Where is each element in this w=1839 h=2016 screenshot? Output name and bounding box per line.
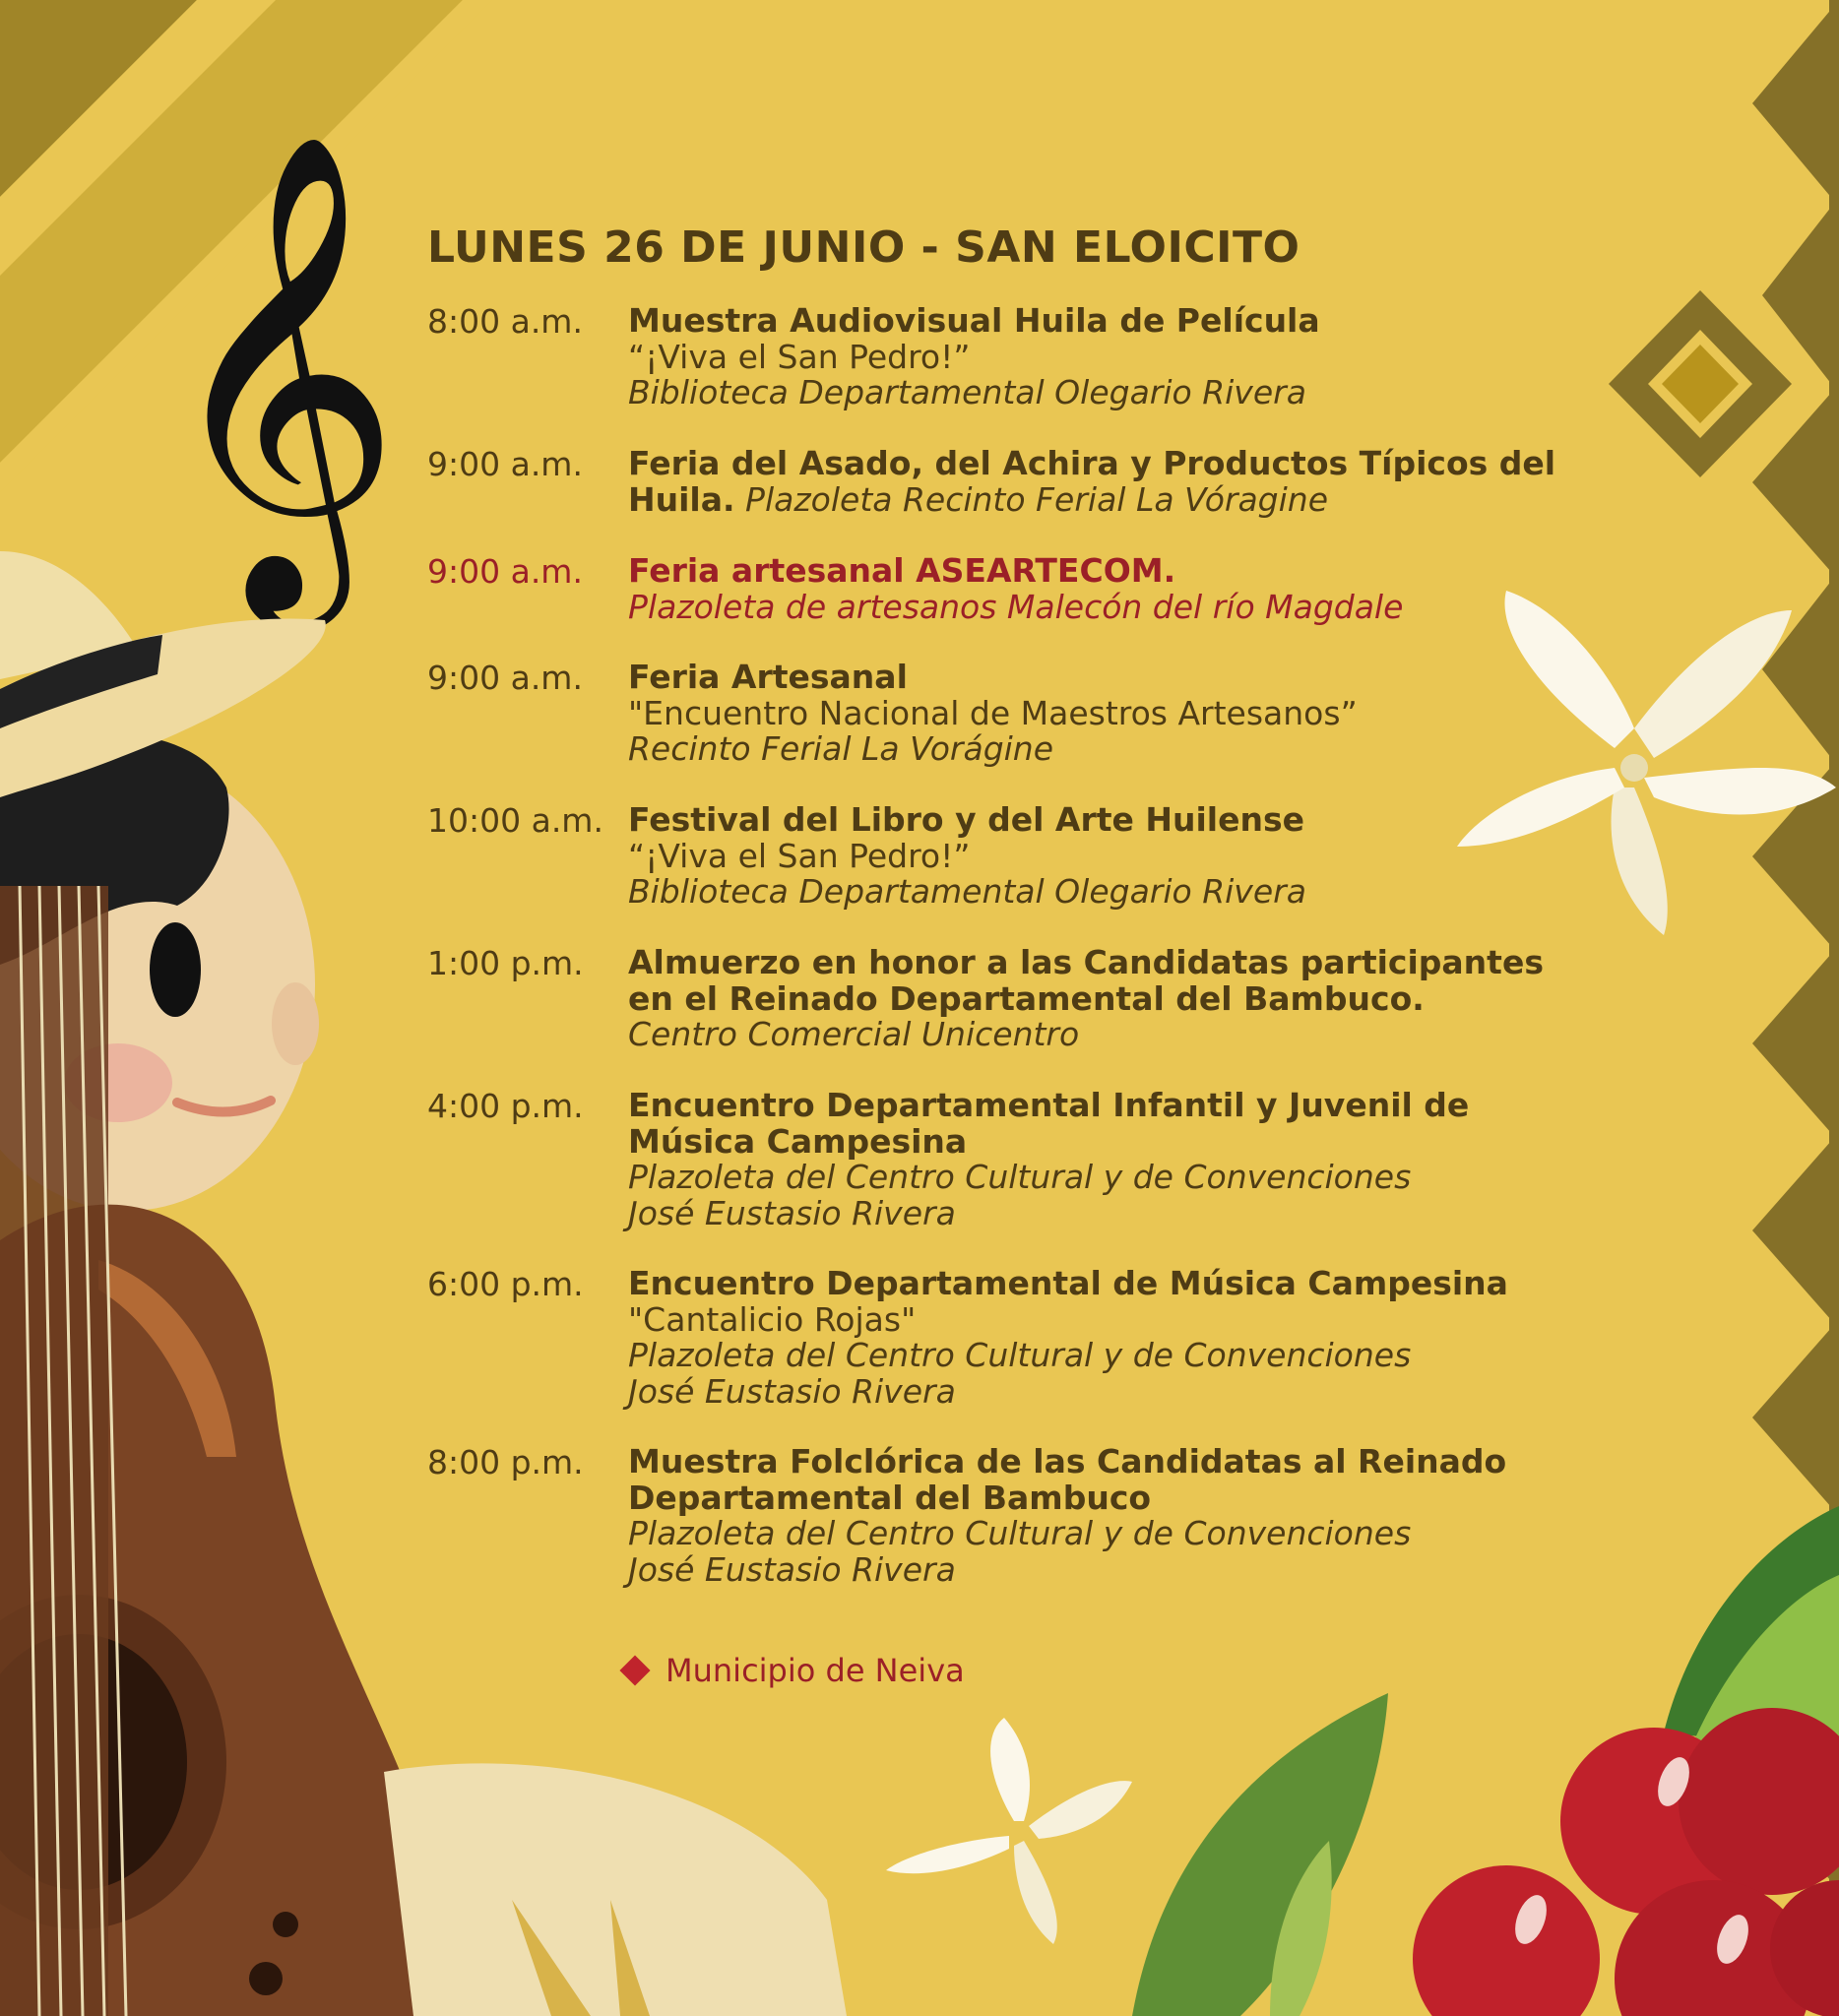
event-location-continued: José Eustasio Rivera: [628, 1371, 956, 1411]
event-name: Festival del Libro y del Arte Huilense: [628, 800, 1304, 839]
page-title: LUNES 26 DE JUNIO - SAN ELOICITO: [427, 222, 1300, 273]
event-name: Feria del Asado, del Achira y Productos Típicos del: [628, 444, 1556, 482]
event-subtitle: "Cantalicio Rojas": [628, 1299, 917, 1339]
event-item: [427, 303, 1618, 411]
event-time: 10:00 a.m.: [427, 801, 603, 840]
event-name: Feria artesanal ASEARTECOM.: [628, 551, 1176, 590]
event-detail: [628, 446, 1618, 518]
event-name-continued: Música Campesina: [628, 1121, 968, 1161]
event-detail: [628, 553, 1618, 625]
event-item: [427, 1444, 1618, 1588]
event-detail: [628, 1088, 1618, 1231]
event-detail: [628, 660, 1618, 768]
event-time: 6:00 p.m.: [427, 1265, 584, 1303]
event-location-continued: José Eustasio Rivera: [628, 1193, 956, 1232]
event-name-continued: Departamental del Bambuco: [628, 1478, 1152, 1517]
event-item: [427, 1088, 1618, 1231]
event-location: Recinto Ferial La Vorágine: [628, 729, 1054, 768]
event-name: Encuentro Departamental Infantil y Juvenil de: [628, 1086, 1470, 1124]
event-detail: [628, 303, 1618, 411]
event-subtitle: “¡Viva el San Pedro!”: [628, 836, 971, 875]
event-location: Plazoleta del Centro Cultural y de Convenciones: [628, 1336, 1412, 1374]
diamond-bullet-icon: [619, 1655, 650, 1685]
event-name: Encuentro Departamental de Música Campesina: [628, 1264, 1508, 1302]
event-item: [427, 1266, 1618, 1410]
event-subtitle: “¡Viva el San Pedro!”: [628, 337, 971, 376]
event-location-continued: José Eustasio Rivera: [628, 1549, 956, 1589]
event-location: Plazoleta del Centro Cultural y de Convenciones: [628, 1514, 1412, 1552]
event-time: 4:00 p.m.: [427, 1087, 584, 1125]
event-name-continued: [628, 479, 1618, 519]
event-time: 9:00 a.m.: [427, 552, 583, 591]
event-location: Plazoleta Recinto Ferial La Vóragine: [745, 479, 1329, 519]
event-location: Centro Comercial Unicentro: [628, 1015, 1080, 1053]
source-credit: [624, 1652, 965, 1689]
event-item-highlighted: [427, 553, 1618, 625]
svg-text:𝄞: 𝄞: [158, 129, 403, 610]
event-time: 8:00 p.m.: [427, 1443, 584, 1481]
event-name: Feria Artesanal: [628, 658, 908, 696]
event-time: 1:00 p.m.: [427, 944, 584, 982]
event-name-continued: en el Reinado Departamental del Bambuco.: [628, 978, 1425, 1018]
event-time: 9:00 a.m.: [427, 445, 583, 483]
event-name-end: Huila.: [628, 479, 735, 519]
event-location: Biblioteca Departamental Olegario Rivera: [628, 373, 1306, 411]
event-name: Almuerzo en honor a las Candidatas participantes: [628, 943, 1544, 981]
event-location: Biblioteca Departamental Olegario Rivera: [628, 872, 1306, 911]
event-detail: [628, 802, 1618, 911]
event-detail: [628, 1266, 1618, 1410]
event-item: [427, 945, 1618, 1053]
event-time: 9:00 a.m.: [427, 659, 583, 697]
event-location: Plazoleta del Centro Cultural y de Convenciones: [628, 1158, 1412, 1196]
event-name: Muestra Audiovisual Huila de Película: [628, 301, 1320, 340]
event-name: Muestra Folclórica de las Candidatas al Reinado: [628, 1442, 1507, 1480]
event-detail: [628, 945, 1618, 1053]
event-time: 8:00 a.m.: [427, 302, 583, 341]
event-item: [427, 802, 1618, 911]
event-item: [427, 660, 1618, 768]
source-text: Municipio de Neiva: [666, 1652, 965, 1689]
event-subtitle: "Encuentro Nacional de Maestros Artesanos”: [628, 693, 1358, 732]
event-location: Plazoleta de artesanos Malecón del río Magdale: [628, 587, 1404, 626]
event-detail: [628, 1444, 1618, 1588]
event-item: [427, 446, 1618, 518]
